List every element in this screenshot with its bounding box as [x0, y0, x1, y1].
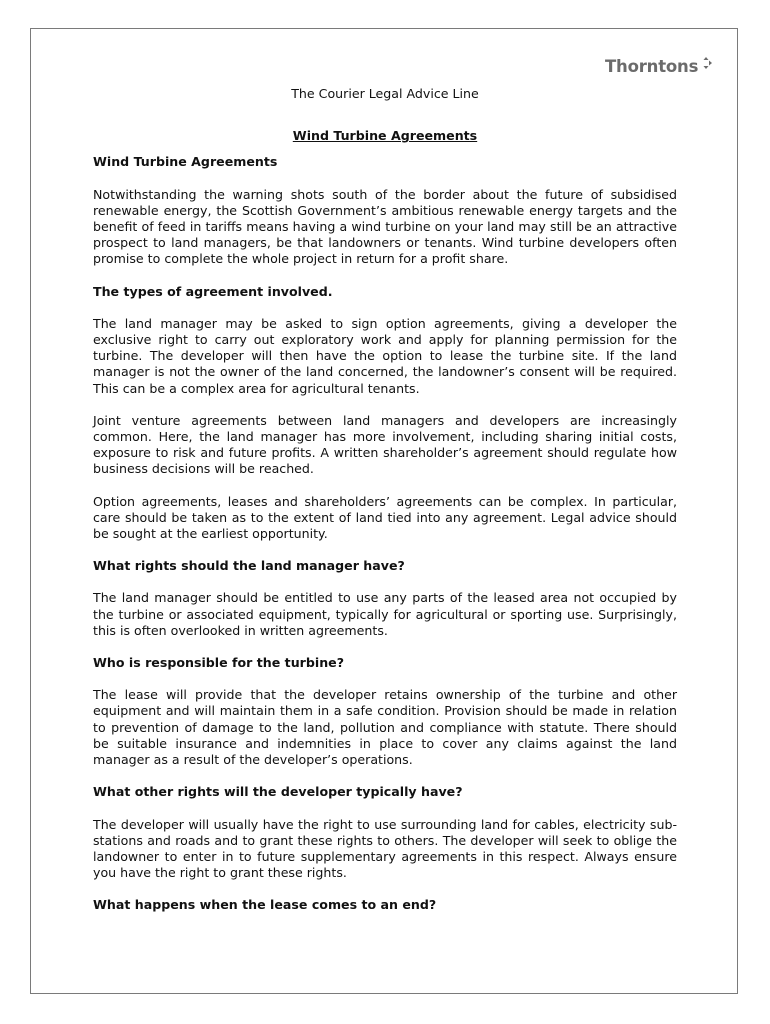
section-heading: The types of agreement involved. [93, 283, 333, 299]
document-body [93, 86, 677, 914]
section-heading: What rights should the land manager have? [93, 558, 405, 574]
paragraph: Option agreements, leases and shareholders’ agreements can be complex. In particular, care should be taken as to the extent of land tied into any agreement. Legal advice should be sought at the earliest opportunity. [93, 493, 677, 542]
logo-arrows-icon [700, 57, 712, 69]
paragraph: The land manager may be asked to sign option agreements, giving a developer the exclusive right to carry out exploratory work and apply for planning permission for the turbine. The developer will then have the option to lease the turbine site. If the land manager is not the owner of the land concerned, the landowner’s consent will be required. This can be a complex area for agricultural tenants. [93, 315, 677, 396]
paragraph: The land manager should be entitled to use any parts of the leased area not occupied by the turbine or associated equipment, typically for agricultural or sporting use. Surprisingly, this is often overlooked in written agreements. [93, 590, 677, 638]
paragraph: Notwithstanding the warning shots south of the border about the future of subsidised renewable energy, the Scottish Government’s ambitious renewable energy targets and the benefit of feed in tariffs means having a wind turbine on your land may still be an attractive prospect to land managers, be that landowners or tenants. Wind turbine developers often promise to complete the whole project in return for a profit share. [93, 186, 677, 267]
section-heading: What happens when the lease comes to an end? [93, 897, 437, 913]
document-header: The Courier Legal Advice Line [291, 86, 479, 101]
paragraph: Joint venture agreements between land managers and developers are increasingly common. Here, the land manager has more involvement, including sharing initial costs, exposure to risk and future profits. A written shareholder’s agreement should regulate how business decisions will be reached. [93, 412, 677, 477]
logo-text: Thorntons [605, 56, 699, 76]
paragraph: The lease will provide that the developer retains ownership of the turbine and other equipment and will maintain them in a safe condition. Provision should be made in relation to prevention of damage to the land, pollution and compliance with statute. There should be suitable insurance and indemnities in place to cover any claims against the land manager as a result of the developer’s operations. [93, 687, 677, 768]
section-heading: Who is responsible for the turbine? [93, 655, 345, 671]
section-heading: Wind Turbine Agreements [93, 154, 278, 170]
thorntons-logo [605, 54, 712, 78]
document-title: Wind Turbine Agreements [292, 128, 478, 144]
paragraph: The developer will usually have the right to use surrounding land for cables, electricity sub-stations and roads and to grant these rights to others. The developer will seek to oblige the landowner to enter in to future supplementary agreements in this respect. Always ensure you have the right to grant these rights. [93, 816, 677, 881]
section-heading: What other rights will the developer typically have? [93, 784, 463, 800]
